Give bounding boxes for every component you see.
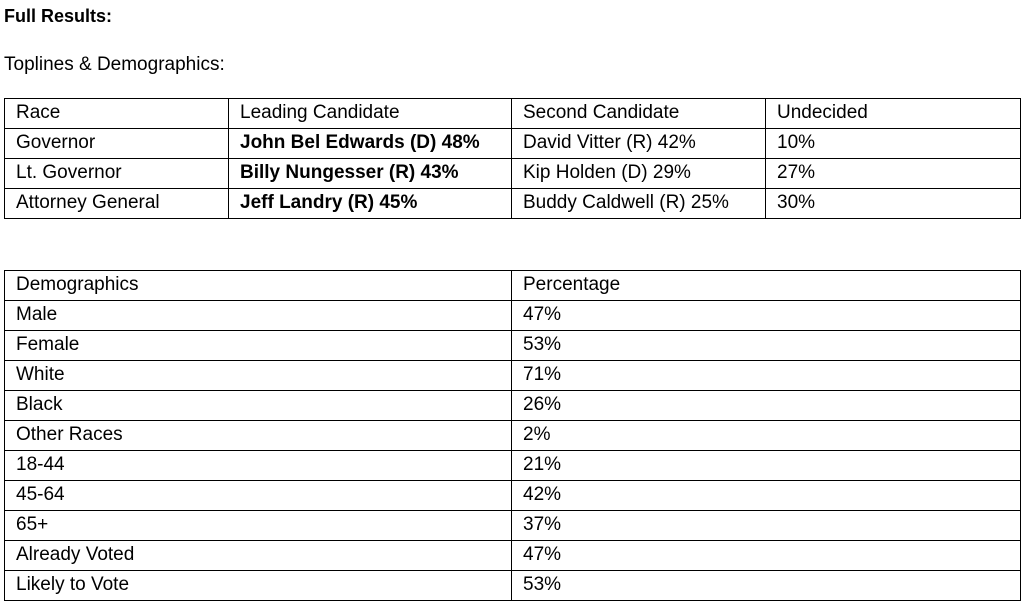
header-race: Race: [5, 99, 229, 129]
demographic-label-cell: Black: [5, 391, 512, 421]
race-cell: Governor: [5, 129, 229, 159]
percentage-cell: 71%: [512, 361, 1021, 391]
table-row: [5, 571, 1021, 601]
second-candidate-cell: Kip Holden (D) 29%: [512, 159, 766, 189]
percentage-cell: 47%: [512, 301, 1021, 331]
table-row: [5, 541, 1021, 571]
table-row: [5, 391, 1021, 421]
demographic-label-cell: 18-44: [5, 451, 512, 481]
undecided-cell: 27%: [766, 159, 1021, 189]
demographic-label-cell: Female: [5, 331, 512, 361]
header-second-candidate: Second Candidate: [512, 99, 766, 129]
second-candidate-cell: Buddy Caldwell (R) 25%: [512, 189, 766, 219]
second-candidate-cell: David Vitter (R) 42%: [512, 129, 766, 159]
percentage-cell: 21%: [512, 451, 1021, 481]
table-row: [5, 421, 1021, 451]
header-leading-candidate: Leading Candidate: [229, 99, 512, 129]
table-row: [5, 159, 1021, 189]
percentage-cell: 53%: [512, 571, 1021, 601]
percentage-cell: 37%: [512, 511, 1021, 541]
header-undecided: Undecided: [766, 99, 1021, 129]
document-subtitle: Toplines & Demographics:: [4, 54, 225, 75]
table-row: [5, 361, 1021, 391]
demographics-table: [4, 270, 1021, 601]
undecided-cell: 30%: [766, 189, 1021, 219]
percentage-cell: 47%: [512, 541, 1021, 571]
percentage-cell: 42%: [512, 481, 1021, 511]
demographic-label-cell: 45-64: [5, 481, 512, 511]
table-row: [5, 451, 1021, 481]
document-title: Full Results:: [4, 6, 113, 26]
percentage-cell: 2%: [512, 421, 1021, 451]
race-cell: Attorney General: [5, 189, 229, 219]
percentage-cell: 26%: [512, 391, 1021, 421]
demographic-label-cell: Other Races: [5, 421, 512, 451]
demographic-label-cell: 65+: [5, 511, 512, 541]
undecided-cell: 10%: [766, 129, 1021, 159]
demographic-label-cell: Likely to Vote: [5, 571, 512, 601]
demographic-label-cell: Male: [5, 301, 512, 331]
leading-candidate-cell: Jeff Landry (R) 45%: [229, 189, 512, 219]
percentage-cell: 53%: [512, 331, 1021, 361]
leading-candidate-cell: Billy Nungesser (R) 43%: [229, 159, 512, 189]
header-percentage: Percentage: [512, 271, 1021, 301]
table-row: [5, 481, 1021, 511]
table-header-row: [5, 271, 1021, 301]
table-row: [5, 511, 1021, 541]
race-cell: Lt. Governor: [5, 159, 229, 189]
header-demographics: Demographics: [5, 271, 512, 301]
table-row: [5, 301, 1021, 331]
table-row: [5, 189, 1021, 219]
demographic-label-cell: Already Voted: [5, 541, 512, 571]
demographic-label-cell: White: [5, 361, 512, 391]
leading-candidate-cell: John Bel Edwards (D) 48%: [229, 129, 512, 159]
table-header-row: [5, 99, 1021, 129]
table-row: [5, 331, 1021, 361]
table-row: [5, 129, 1021, 159]
toplines-table: [4, 98, 1021, 219]
